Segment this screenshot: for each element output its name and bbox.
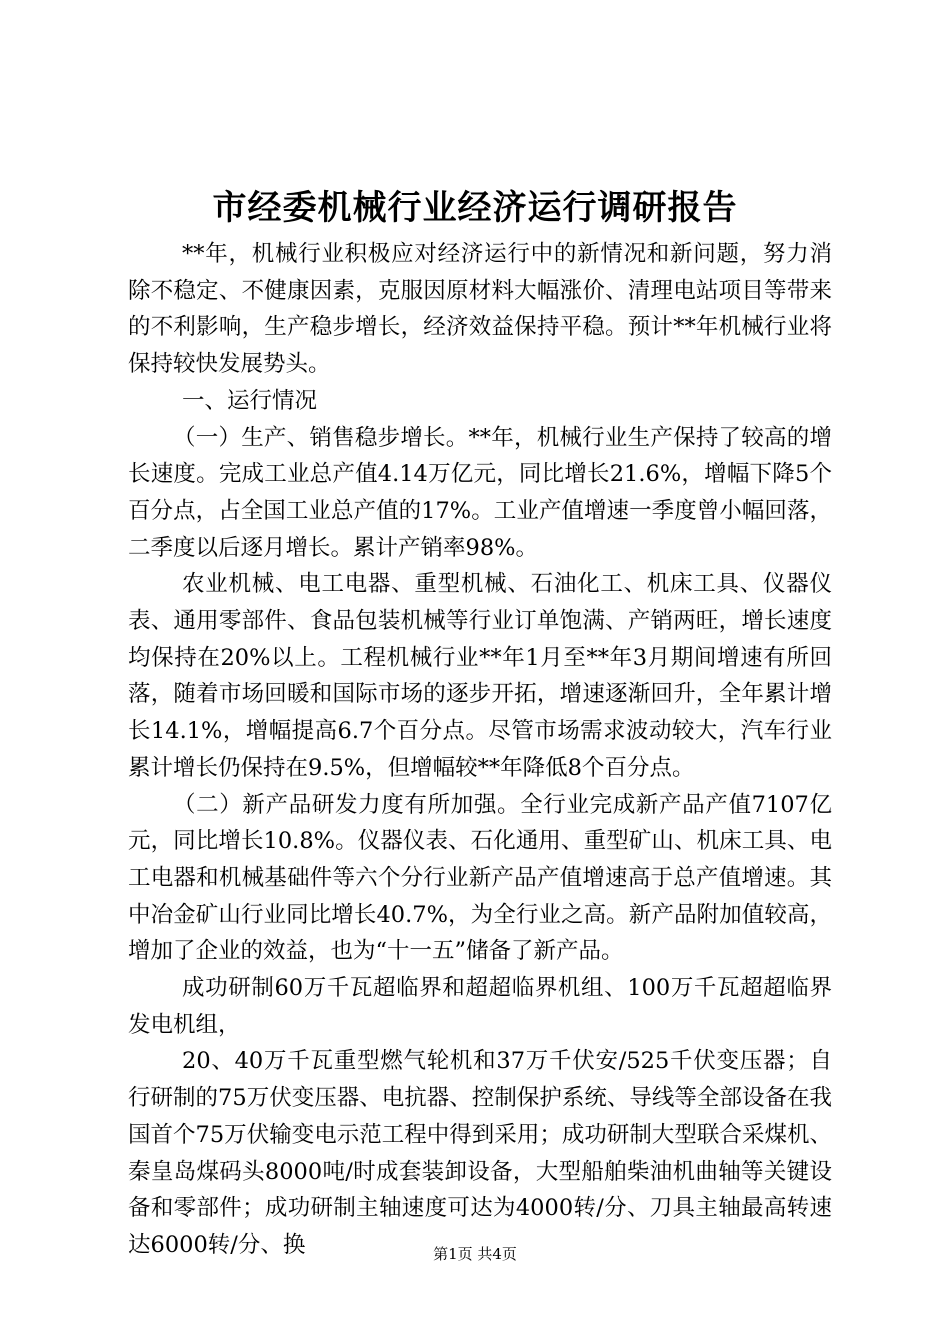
section-heading-operation: 一、运行情况 (182, 387, 318, 414)
paragraph-intro: **年，机械行业积极应对经济运行中的新情况和新问题，努力消除不稳定、不健康因素，克服因原材料大幅涨价、清理电站项目等带来的不利影响，生产稳步增长，经济效益保持平稳。预计**年机械行业将保持较快发展势头。 (128, 241, 832, 378)
paragraph-power-units: 成功研制60万千瓦超临界和超超临界机组、100万千瓦超超临界发电机组， (128, 975, 832, 1038)
paragraph-equipment: 20、40万千瓦重型燃气轮机和37万千伏安/525千伏变压器；自行研制的75万伏变压器、电抗器、控制保护系统、导线等全部设备在我国首个75万伏输变电示范工程中得到采用；成功研制大型联合采煤机、秦皇岛煤码头8000吨/时成套装卸设备，大型船舶柴油机曲轴等关键设备和零部件；成功研制主轴速度可达为4000转/分、刀具主轴最高转速达6000转/分、换 (128, 1048, 832, 1258)
document-body (128, 236, 832, 1264)
page-footer: 第1页 共4页 (433, 1245, 517, 1263)
paragraph-industry-growth: 农业机械、电工电器、重型机械、石油化工、机床工具、仪器仪表、通用零部件、食品包装机械等行业订单饱满、产销两旺，增长速度均保持在20%以上。工程机械行业**年1月至**年3月期间增速有所回落，随着市场回暖和国际市场的逐步开拓，增速逐渐回升，全年累计增长14.1%，增幅提高6.7个百分点。尽管市场需求波动较大，汽车行业累计增长仍保持在9.5%，但增幅较**年降低8个百分点。 (128, 571, 832, 781)
paragraph-production-sales: （一）生产、销售稳步增长。**年，机械行业生产保持了较高的增长速度。完成工业总产值4.14万亿元，同比增长21.6%，增幅下降5个百分点，占全国工业总产值的17%。工业产值增速一季度曾小幅回落，二季度以后逐月增长。累计产销率98%。 (128, 424, 832, 561)
paragraph-new-products: （二）新产品研发力度有所加强。全行业完成新产品产值7107亿元，同比增长10.8%。仪器仪表、石化通用、重型矿山、机床工具、电工电器和机械基础件等六个分行业新产品产值增速高于总产值增速。其中冶金矿山行业同比增长40.7%，为全行业之高。新产品附加值较高，增加了企业的效益，也为“十一五”储备了新产品。 (128, 791, 832, 965)
document-title: 市经委机械行业经济运行调研报告 (212, 188, 738, 228)
